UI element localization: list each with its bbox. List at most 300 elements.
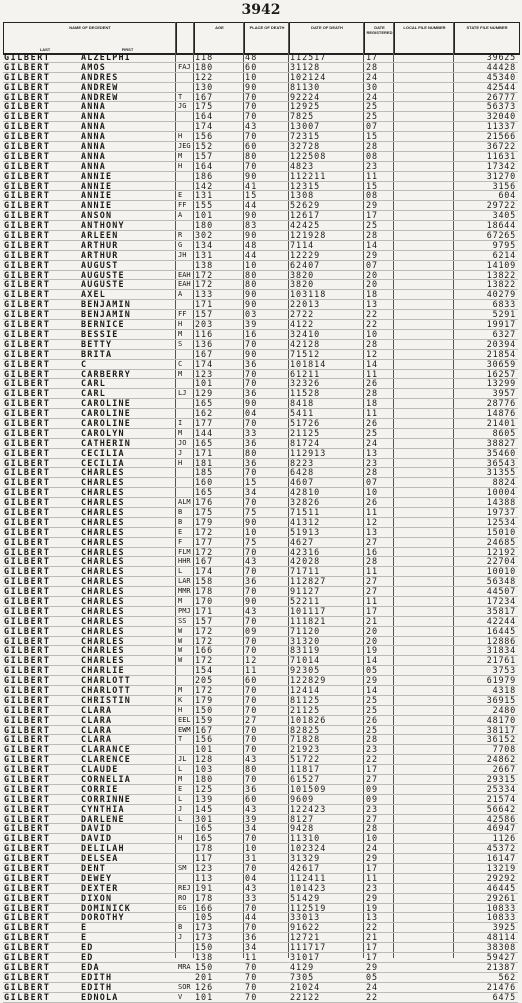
- cell-place: 70: [245, 774, 258, 785]
- cell-place: 11: [245, 665, 258, 676]
- cell-mi: H: [178, 458, 183, 467]
- cell-place: 90: [245, 348, 258, 359]
- cell-place: 90: [245, 230, 258, 241]
- table-row: [3, 993, 518, 1003]
- cell-mi: JH: [178, 250, 187, 259]
- cell-place: 36: [245, 388, 258, 399]
- cell-sfn: 25334: [486, 783, 516, 794]
- cell-mi: L: [178, 814, 183, 823]
- cell-mi: W: [178, 646, 183, 655]
- cell-age: 123: [195, 863, 214, 874]
- cell-first: CLARA: [81, 724, 113, 735]
- cell-death: 61211: [290, 368, 321, 379]
- cell-death: 3820: [290, 279, 315, 290]
- cell-first: CHARLES: [81, 566, 125, 577]
- cell-age: 175: [195, 101, 214, 112]
- cell-sfn: 19917: [486, 319, 516, 330]
- cell-last: GILBERT: [4, 566, 51, 577]
- cell-death: 103118: [290, 289, 327, 300]
- cell-death: 111717: [290, 942, 327, 953]
- cell-reg: 29: [366, 961, 379, 972]
- cell-age: 180: [195, 61, 214, 72]
- cell-last: GILBERT: [4, 744, 51, 755]
- cell-last: GILBERT: [4, 487, 51, 498]
- cell-first: ANNIE: [81, 190, 113, 201]
- cell-place: 80: [245, 269, 258, 280]
- cell-age: 172: [195, 279, 214, 290]
- cell-first: BERNICE: [81, 319, 125, 330]
- cell-sfn: 21854: [486, 348, 516, 359]
- cell-place: 39: [245, 319, 258, 330]
- cell-sfn: 22704: [486, 556, 516, 567]
- cell-reg: 24: [366, 91, 379, 102]
- cell-place: 15: [245, 190, 258, 201]
- cell-mi: A: [178, 211, 183, 220]
- cell-reg: 24: [366, 843, 379, 854]
- cell-reg: 25: [366, 694, 379, 705]
- cell-death: 91127: [290, 586, 321, 597]
- cell-mi: W: [178, 636, 183, 645]
- cell-place: 70: [245, 615, 258, 626]
- cell-death: 101826: [290, 714, 327, 725]
- cell-mi: W: [178, 626, 183, 635]
- cell-first: CECILIA: [81, 457, 125, 468]
- cell-age: 186: [195, 170, 214, 181]
- cell-death: 22122: [290, 991, 321, 1002]
- cell-death: 112827: [290, 576, 327, 587]
- cell-sfn: 14109: [486, 259, 516, 270]
- table-row: [3, 983, 518, 993]
- cell-last: GILBERT: [4, 981, 51, 992]
- cell-first: CHARLES: [81, 556, 125, 567]
- cell-first: EDNOLA: [81, 991, 119, 1002]
- cell-reg: 17: [366, 942, 379, 953]
- cell-death: 9609: [290, 793, 315, 804]
- cell-first: ANNA: [81, 111, 106, 122]
- cell-death: 6428: [290, 467, 315, 478]
- cell-place: 70: [245, 902, 258, 913]
- cell-place: 44: [245, 200, 258, 211]
- cell-mi: SS: [178, 616, 187, 625]
- cell-first: BENJAMIN: [81, 299, 131, 310]
- cell-sfn: 16445: [486, 625, 516, 636]
- cell-reg: 09: [366, 793, 379, 804]
- cell-sfn: 3925: [492, 922, 516, 933]
- cell-sfn: 604: [498, 190, 516, 201]
- cell-sfn: 562: [498, 971, 516, 982]
- cell-first: CHRISTIN: [81, 694, 131, 705]
- cell-first: AUGUST: [81, 259, 119, 270]
- cell-first: DOROTHY: [81, 912, 125, 923]
- cell-last: GILBERT: [4, 754, 51, 765]
- cell-reg: 25: [366, 704, 379, 715]
- cell-mi: I: [178, 418, 183, 427]
- cell-first: CHARLOTT: [81, 675, 131, 686]
- cell-age: 156: [195, 734, 214, 745]
- cell-sfn: 3957: [492, 388, 516, 399]
- cell-death: 4122: [290, 319, 315, 330]
- cell-mi: REJ: [178, 883, 191, 892]
- cell-death: 41312: [290, 516, 321, 527]
- cell-death: 12315: [290, 180, 321, 191]
- cell-reg: 14: [366, 655, 379, 666]
- cell-last: GILBERT: [4, 526, 51, 537]
- cell-reg: 24: [366, 71, 379, 82]
- cell-age: 117: [195, 853, 214, 864]
- cell-last: GILBERT: [4, 447, 51, 458]
- cell-mi: EG: [178, 903, 187, 912]
- cell-mi: V: [178, 992, 183, 1001]
- cell-age: 174: [195, 121, 214, 132]
- cell-age: 201: [195, 971, 214, 982]
- cell-age: 101: [195, 744, 214, 755]
- cell-place: 70: [245, 694, 258, 705]
- cell-death: 112517: [290, 52, 327, 62]
- cell-age: 152: [195, 141, 214, 152]
- cell-last: GILBERT: [4, 813, 51, 824]
- cell-sfn: 38308: [486, 942, 516, 953]
- cell-mi: G: [178, 240, 183, 249]
- cell-death: 102124: [290, 71, 327, 82]
- cell-sfn: 17342: [486, 160, 516, 171]
- cell-death: 101117: [290, 605, 327, 616]
- cell-sfn: 30659: [486, 358, 516, 369]
- cell-age: 159: [195, 714, 214, 725]
- cell-reg: 20: [366, 625, 379, 636]
- cell-mi: R: [178, 231, 183, 240]
- cell-death: 112411: [290, 872, 327, 883]
- cell-reg: 22: [366, 319, 379, 330]
- cell-age: 113: [195, 872, 214, 883]
- cell-sfn: 21401: [486, 417, 516, 428]
- cell-last: GILBERT: [4, 704, 51, 715]
- cell-first: ED: [81, 952, 94, 963]
- cell-death: 101423: [290, 882, 327, 893]
- cell-first: ANNA: [81, 101, 106, 112]
- cell-last: GILBERT: [4, 289, 51, 300]
- cell-reg: 17: [366, 764, 379, 775]
- cell-sfn: 56348: [486, 576, 516, 587]
- cell-place: 70: [245, 685, 258, 695]
- cell-sfn: 31270: [486, 170, 516, 181]
- cell-mi: EAH: [178, 280, 191, 289]
- cell-last: GILBERT: [4, 685, 51, 695]
- cell-reg: 15: [366, 131, 379, 142]
- cell-last: GILBERT: [4, 714, 51, 725]
- cell-first: CHARLOTT: [81, 685, 131, 695]
- cell-place: 80: [245, 764, 258, 775]
- cell-sfn: 18644: [486, 220, 516, 231]
- cell-age: 176: [195, 497, 214, 508]
- cell-age: 155: [195, 200, 214, 211]
- cell-reg: 24: [366, 981, 379, 992]
- cell-death: 81130: [290, 81, 321, 92]
- cell-age: 116: [195, 328, 214, 339]
- cell-first: CHARLIE: [81, 665, 125, 676]
- cell-mi: T: [178, 92, 183, 101]
- cell-place: 70: [245, 724, 258, 735]
- cell-reg: 20: [366, 635, 379, 646]
- cell-death: 122508: [290, 150, 327, 161]
- cell-mi: EAH: [178, 270, 191, 279]
- cell-place: 80: [245, 447, 258, 458]
- cell-age: 138: [195, 259, 214, 270]
- cell-sfn: 12192: [486, 546, 516, 557]
- cell-place: 80: [245, 150, 258, 161]
- cell-age: 150: [195, 704, 214, 715]
- cell-mi: S: [178, 339, 183, 348]
- cell-mi: M: [178, 686, 183, 694]
- cell-age: 165: [195, 833, 214, 844]
- cell-last: GILBERT: [4, 101, 51, 112]
- cell-sfn: 19737: [486, 506, 516, 517]
- cell-place: 90: [245, 516, 258, 527]
- cell-place: 15: [245, 477, 258, 488]
- cell-place: 10: [245, 259, 258, 270]
- cell-reg: 14: [366, 685, 379, 695]
- cell-age: 157: [195, 615, 214, 626]
- cell-place: 36: [245, 437, 258, 448]
- cell-last: GILBERT: [4, 645, 51, 656]
- cell-sfn: 17234: [486, 595, 516, 606]
- cell-age: 118: [195, 52, 214, 62]
- cell-first: CLARA: [81, 714, 113, 725]
- cell-last: GILBERT: [4, 516, 51, 527]
- cell-reg: 11: [366, 368, 379, 379]
- cell-reg: 12: [366, 516, 379, 527]
- cell-age: 165: [195, 487, 214, 498]
- cell-last: GILBERT: [4, 111, 51, 122]
- cell-place: 43: [245, 754, 258, 765]
- cell-age: 160: [195, 477, 214, 488]
- cell-sfn: 42244: [486, 615, 516, 626]
- cell-mi: E: [178, 191, 183, 200]
- cell-sfn: 56642: [486, 803, 516, 814]
- cell-place: 90: [245, 299, 258, 310]
- cell-reg: 26: [366, 497, 379, 508]
- cell-place: 70: [245, 467, 258, 478]
- cell-first: CARL: [81, 388, 106, 399]
- cell-last: GILBERT: [4, 417, 51, 428]
- cell-sfn: 48170: [486, 714, 516, 725]
- cell-place: 44: [245, 912, 258, 923]
- cell-last: GILBERT: [4, 902, 51, 913]
- cell-last: GILBERT: [4, 635, 51, 646]
- cell-last: GILBERT: [4, 724, 51, 735]
- cell-death: 92305: [290, 665, 321, 676]
- cell-sfn: 12886: [486, 635, 516, 646]
- cell-sfn: 10010: [486, 566, 516, 577]
- cell-first: BENJAMIN: [81, 309, 131, 320]
- cell-sfn: 12534: [486, 516, 516, 527]
- cell-age: 172: [195, 625, 214, 636]
- cell-last: GILBERT: [4, 170, 51, 181]
- cell-place: 70: [245, 833, 258, 844]
- cell-place: 36: [245, 457, 258, 468]
- cell-place: 83: [245, 220, 258, 231]
- cell-age: 171: [195, 605, 214, 616]
- cell-age: 173: [195, 932, 214, 943]
- cell-reg: 13: [366, 912, 379, 923]
- cell-sfn: 10004: [486, 487, 516, 498]
- cell-mi: M: [178, 596, 183, 605]
- cell-place: 10: [245, 843, 258, 854]
- cell-first: CARL: [81, 378, 106, 389]
- cell-reg: 17: [366, 605, 379, 616]
- cell-last: GILBERT: [4, 457, 51, 468]
- cell-last: GILBERT: [4, 734, 51, 745]
- cell-mi: SOR: [178, 982, 191, 991]
- cell-death: 72315: [290, 131, 321, 142]
- cell-age: 172: [195, 655, 214, 666]
- cell-age: 172: [195, 526, 214, 537]
- cell-place: 11: [245, 952, 258, 963]
- cell-reg: 28: [366, 388, 379, 399]
- cell-mi: RO: [178, 893, 187, 902]
- cell-first: CHARLES: [81, 586, 125, 597]
- cell-reg: 22: [366, 754, 379, 765]
- cell-last: GILBERT: [4, 299, 51, 310]
- cell-mi: L: [178, 567, 183, 576]
- cell-sfn: 35817: [486, 605, 516, 616]
- cell-death: 3820: [290, 269, 315, 280]
- cell-last: GILBERT: [4, 655, 51, 666]
- cell-age: 180: [195, 220, 214, 231]
- header-name-of-decedent: NAME OF DECEDENT LAST FIRST: [39, 25, 134, 52]
- cell-death: 7114: [290, 239, 315, 250]
- cell-death: 12721: [290, 932, 321, 943]
- cell-age: 203: [195, 319, 214, 330]
- cell-sfn: 39625: [486, 52, 516, 62]
- cell-death: 4823: [290, 160, 315, 171]
- cell-death: 32410: [290, 328, 321, 339]
- cell-last: GILBERT: [4, 783, 51, 794]
- cell-place: 70: [245, 417, 258, 428]
- cell-reg: 07: [366, 259, 379, 270]
- cell-age: 157: [195, 150, 214, 161]
- cell-last: GILBERT: [4, 160, 51, 171]
- cell-age: 205: [195, 675, 214, 686]
- cell-last: GILBERT: [4, 922, 51, 933]
- cell-reg: 21: [366, 932, 379, 943]
- cell-death: 83119: [290, 645, 321, 656]
- cell-first: AXEL: [81, 289, 106, 300]
- cell-first: CHARLES: [81, 625, 125, 636]
- cell-sfn: 6475: [492, 991, 516, 1002]
- cell-mi: JG: [178, 102, 187, 111]
- cell-mi: M: [178, 151, 183, 160]
- cell-first: CHARLES: [81, 605, 125, 616]
- cell-first: ARLEEN: [81, 230, 119, 241]
- cell-last: GILBERT: [4, 259, 51, 270]
- header-local-file-number: LOCAL FILE NUMBER: [394, 23, 454, 53]
- cell-age: 134: [195, 239, 214, 250]
- cell-sfn: 26777: [486, 91, 516, 102]
- cell-reg: 18: [366, 398, 379, 409]
- cell-reg: 11: [366, 872, 379, 883]
- cell-place: 04: [245, 872, 258, 883]
- cell-mi: M: [178, 428, 183, 437]
- cell-reg: 08: [366, 190, 379, 201]
- cell-last: GILBERT: [4, 793, 51, 804]
- cell-age: 145: [195, 803, 214, 814]
- cell-first: ANTHONY: [81, 220, 125, 231]
- cell-place: 75: [245, 536, 258, 547]
- cell-death: 8418: [290, 398, 315, 409]
- cell-mi: E: [178, 527, 183, 536]
- cell-reg: 13: [366, 447, 379, 458]
- cell-death: 122829: [290, 675, 327, 686]
- cell-place: 70: [245, 566, 258, 577]
- cell-reg: 19: [366, 645, 379, 656]
- cell-age: 136: [195, 338, 214, 349]
- cell-sfn: 16147: [486, 853, 516, 864]
- cell-mi: M: [178, 369, 183, 378]
- cell-place: 34: [245, 487, 258, 498]
- cell-age: 129: [195, 388, 214, 399]
- cell-death: 51726: [290, 417, 321, 428]
- cell-mi: T: [178, 735, 183, 744]
- cell-first: CHARLES: [81, 536, 125, 547]
- cell-first: ANNA: [81, 150, 106, 161]
- cell-sfn: 44507: [486, 586, 516, 597]
- cell-sfn: 6833: [492, 299, 516, 310]
- cell-first: CHARLES: [81, 546, 125, 557]
- cell-last: GILBERT: [4, 368, 51, 379]
- cell-mi: PMJ: [178, 606, 191, 615]
- cell-last: GILBERT: [4, 71, 51, 82]
- cell-reg: 23: [366, 803, 379, 814]
- cell-reg: 28: [366, 467, 379, 478]
- cell-age: 172: [195, 269, 214, 280]
- cell-mi: EEL: [178, 715, 191, 724]
- cell-last: GILBERT: [4, 210, 51, 221]
- cell-place: 12: [245, 655, 258, 666]
- cell-last: GILBERT: [4, 952, 51, 963]
- cell-first: DEXTER: [81, 882, 119, 893]
- cell-last: GILBERT: [4, 576, 51, 587]
- cell-mi: FF: [178, 310, 187, 319]
- cell-first: CHARLES: [81, 497, 125, 508]
- cell-death: 31320: [290, 635, 321, 646]
- cell-last: GILBERT: [4, 328, 51, 339]
- cell-place: 70: [245, 922, 258, 933]
- cell-age: 185: [195, 467, 214, 478]
- cell-first: CHARLES: [81, 477, 125, 488]
- cell-last: GILBERT: [4, 408, 51, 419]
- cell-place: 90: [245, 398, 258, 409]
- cell-death: 51913: [290, 526, 321, 537]
- cell-reg: 28: [366, 338, 379, 349]
- cell-reg: 12: [366, 348, 379, 359]
- cell-age: 150: [195, 961, 214, 972]
- cell-death: 13007: [290, 121, 321, 132]
- cell-death: 22013: [290, 299, 321, 310]
- cell-reg: 13: [366, 526, 379, 537]
- cell-last: GILBERT: [4, 803, 51, 814]
- cell-last: GILBERT: [4, 121, 51, 132]
- cell-reg: 28: [366, 823, 379, 834]
- cell-first: DAVID: [81, 823, 113, 834]
- cell-sfn: 15010: [486, 526, 516, 537]
- cell-place: 90: [245, 170, 258, 181]
- cell-age: 166: [195, 645, 214, 656]
- cell-first: EDITH: [81, 981, 113, 992]
- cell-last: GILBERT: [4, 190, 51, 201]
- cell-death: 42810: [290, 487, 321, 498]
- cell-age: 126: [195, 981, 214, 992]
- cell-age: 178: [195, 843, 214, 854]
